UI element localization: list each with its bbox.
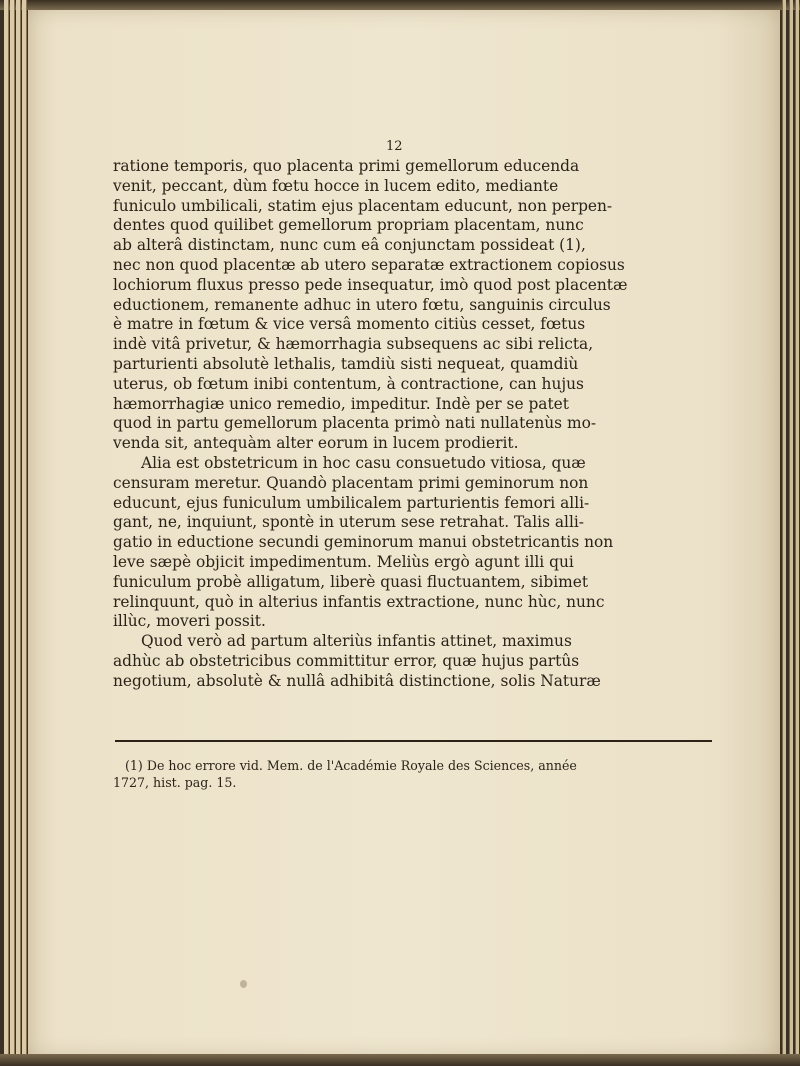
text-line: illùc, moveri possit. (113, 612, 266, 631)
text-line: indè vitâ privetur, & hæmorrhagia subsequens ac sibi relicta, (113, 335, 594, 354)
text-line: hæmorrhagiæ unico remedio, impeditur. Indè per se patet (113, 394, 569, 413)
text-line: venit, peccant, dùm fœtu hocce in lucem edito, mediante (113, 176, 559, 195)
text-line: adhùc ab obstetricibus committitur error, quæ hujus partûs (113, 651, 580, 670)
text-line: Quod verò ad partum alteriùs infantis attinet, maximus (141, 632, 572, 651)
page-edge (782, 0, 786, 1066)
footnote-line: (1) De hoc errore vid. Mem. de l'Académie Royale des Sciences, année (125, 758, 577, 773)
footnote-line: 1727, hist. pag. 15. (113, 775, 237, 790)
paper-stain (240, 980, 247, 988)
scan-border-bottom (0, 1054, 800, 1066)
page-edge (22, 0, 27, 1066)
text-line: parturienti absolutè lethalis, tamdiù sisti nequeat, quamdiù (113, 354, 579, 373)
page-edge (4, 0, 9, 1066)
text-line: nec non quod placentæ ab utero separatæ extractionem copiosus (113, 255, 625, 274)
text-line: leve sæpè objicit impedimentum. Meliùs ergò agunt illi qui (113, 552, 574, 571)
text-line: funiculo umbilicali, statim ejus placentam educunt, non perpen- (113, 196, 613, 215)
text-line: ab alterâ distinctam, nunc cum eâ conjunctam possideat (1), (113, 236, 586, 255)
footnote-rule (115, 740, 712, 742)
scan-border-top (0, 0, 800, 10)
page-edge (795, 0, 799, 1066)
text-line: ratione temporis, quo placenta primi gemellorum educenda (113, 157, 580, 175)
footnote (113, 757, 713, 791)
text-line: gant, ne, inquiunt, spontè in uterum sese retrahat. Talis alli- (113, 513, 584, 532)
text-line: è matre in fœtum & vice versâ momento citiùs cesset, fœtus (113, 315, 586, 334)
text-line: quod in partu gemellorum placenta primò nati nullatenùs mo- (113, 414, 597, 433)
text-line: funiculum probè alligatum, liberè quasi fluctuantem, sibimet (113, 572, 589, 591)
body-text (113, 157, 713, 692)
text-line: educunt, ejus funiculum umbilicalem parturientis femori alli- (113, 493, 590, 512)
page-edge (10, 0, 15, 1066)
page-number: 12 (386, 139, 403, 154)
text-line: Alia est obstetricum in hoc casu consuetudo vitiosa, quæ (141, 453, 586, 472)
text-line: dentes quod quilibet gemellorum propriam placentam, nunc (113, 216, 584, 235)
text-line: uterus, ob fœtum inibi contentum, à contractione, can hujus (113, 374, 584, 393)
page-edge (16, 0, 21, 1066)
text-line: eductionem, remanente adhuc in utero fœtu, sanguinis circulus (113, 295, 611, 314)
text-line: censuram meretur. Quandò placentam primi geminorum non (113, 473, 589, 492)
text-line: negotium, absolutè & nullâ adhibitâ distinctione, solis Naturæ (113, 671, 601, 690)
text-line: gatio in eductione secundi geminorum manui obstetricantis non (113, 533, 614, 552)
text-line: venda sit, antequàm alter eorum in lucem prodierit. (113, 434, 519, 453)
page-edge (789, 0, 793, 1066)
text-line: lochiorum fluxus presso pede insequatur, imò quod post placentæ (113, 275, 628, 294)
text-line: relinquunt, quò in alterius infantis extractione, nunc hùc, nunc (113, 592, 605, 611)
